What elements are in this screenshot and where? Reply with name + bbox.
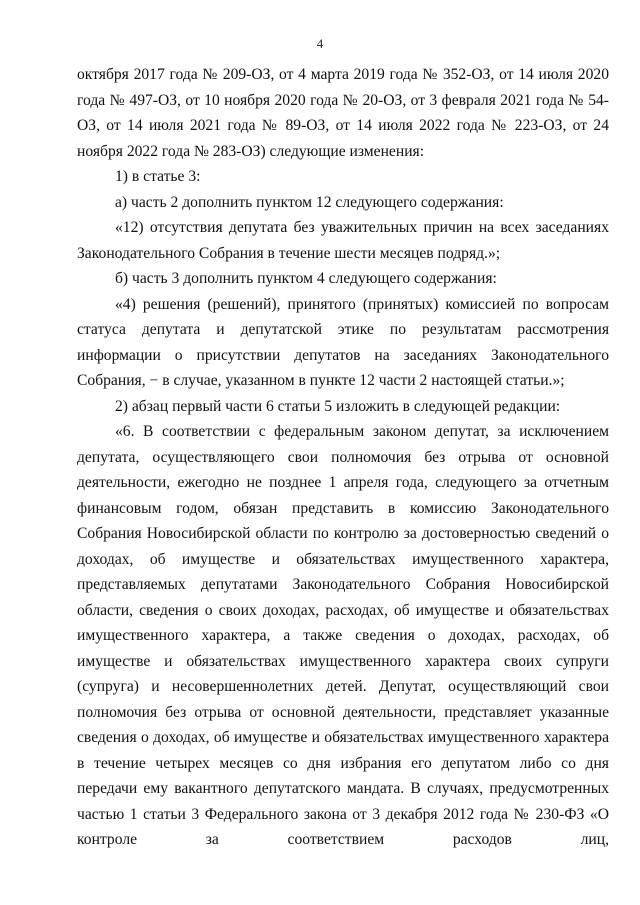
paragraph-subitem-a: а) часть 2 дополнить пунктом 12 следующего содержания:: [115, 193, 504, 211]
paragraph-point-4: «4) решения (решений), принятого (принятых) комиссией по вопросам статуса депутата и депутатской этике по результатам рассмотрения информации о присутствии депутатов на заседаниях Законодательного Собрания, − в случае, указанном в пункте 12 части 2 настоящей статьи.»;: [77, 295, 609, 389]
paragraph-item-2: 2) абзац первый части 6 статьи 5 изложить в следующей редакции:: [115, 397, 561, 415]
paragraph-subitem-b: б) часть 3 дополнить пунктом 4 следующего содержания:: [115, 270, 497, 287]
page-number: 4: [316, 36, 324, 51]
paragraph-part-6: «6. В соответствии с федеральным законом депутат, за исключением депутата, осуществляющего свои полномочия без отрыва от основной деятельности, ежегодно не позднее 1 апреля года, следующего за отчетным финансовым годом, обязан представить в комиссию Законодательного Собрания Новосибирской области по контролю за достоверностью сведений о доходах, об имуществе и обязательствах имущественного характера, представляемых депутатами Законодательного Собрания Новосибирской области, сведения о своих доходах, расходах, об имуществе и обязательствах имущественного характера, а также сведения о доходах, расходах, об имуществе и обязательствах имущественного характера своих супруги (супруга) и несовершеннолетних детей. Депутат, осуществляющий свои полномочия без отрыва от основной деятельности, представляет указанные сведения о доходах, об имуществе и обязательствах имущественного характера в течение четырех месяцев со дня избрания его депутатом либо со дня передачи ему вакантного депутатского мандата. В случаях, предусмотренных частью 1 статьи 3 Федерального закона от 3 декабря 2012 года № 230-ФЗ «О контроле за соответствием расходов лиц,: [77, 423, 609, 848]
paragraph-item-1: 1) в статье 3:: [115, 168, 201, 185]
document-body: [77, 62, 609, 853]
paragraph-point-12: «12) отсутствия депутата без уважительных причин на всех заседаниях Законодательного Собрания в течение шести месяцев подряд.»;: [77, 219, 609, 262]
paragraph-amendment-list: октября 2017 года № 209-ОЗ, от 4 марта 2019 года № 352-ОЗ, от 14 июля 2020 года № 497-ОЗ, от 10 ноября 2020 года № 20-ОЗ, от 3 февраля 2021 года № 54-ОЗ, от 14 июля 2021 года № 89-ОЗ, от 14 июля 2022 года № 223-ОЗ, от 24 ноября 2022 года № 283-ОЗ) следующие изменения:: [77, 66, 609, 160]
